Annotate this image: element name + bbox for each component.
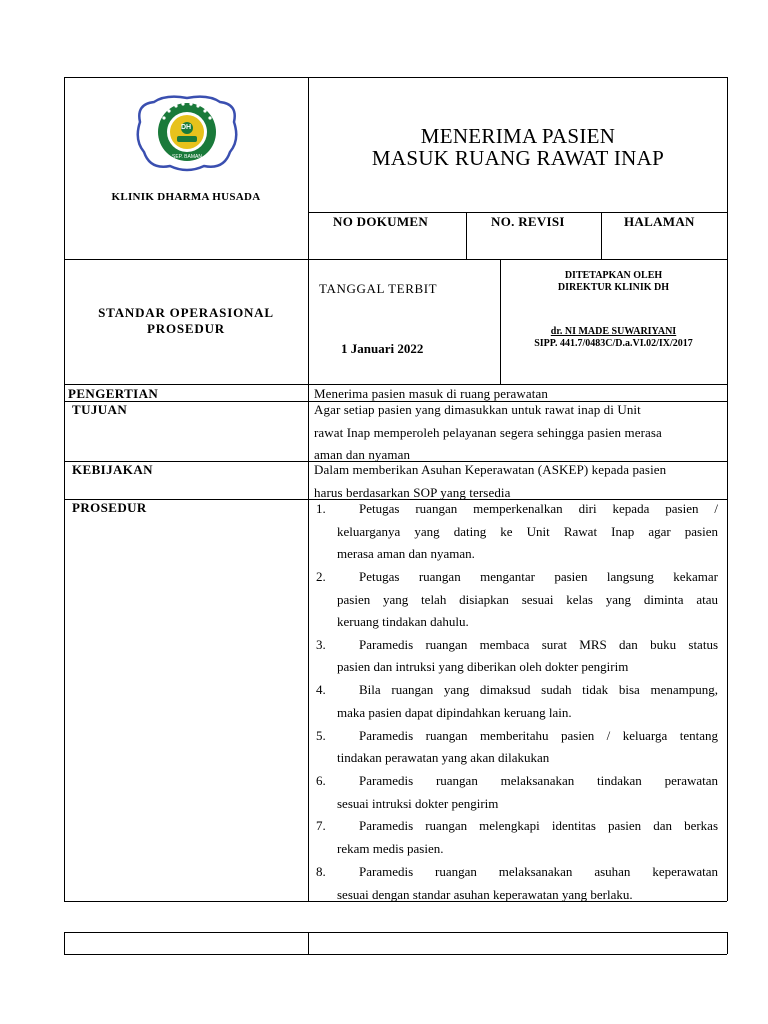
approval-line-2: DIREKTUR KLINIK DH	[557, 282, 670, 293]
table-border-header-end	[64, 259, 727, 260]
table-border-right	[727, 77, 728, 901]
step-text: Petugas ruangan mengantar pasien langsung kekamar	[359, 569, 718, 584]
step-number: 2.	[316, 569, 326, 584]
issue-date-label: TANGGAL TERBIT	[319, 281, 438, 296]
step-number: 3.	[316, 637, 326, 652]
step-text: sesuai dengan standar asuhan keperawatan yang berlaku.	[337, 887, 633, 902]
sop-label-line-1: STANDAR OPERASIONAL	[98, 305, 274, 320]
tujuan-line: aman dan nyaman	[314, 447, 411, 462]
step-text: Paramedis ruangan melaksanakan tindakan perawatan	[359, 773, 718, 788]
step-number: 1.	[316, 501, 326, 516]
page-label: HALAMAN	[624, 214, 695, 229]
step-number: 6.	[316, 773, 326, 788]
kebijakan-line: harus berdasarkan SOP yang tersedia	[314, 485, 511, 500]
step-text: pasien yang telah disiapkan sesuai kelas yang diminta atau	[337, 592, 718, 607]
step-text: keluarganya yang dating ke Unit Rawat Inap agar pasien	[337, 524, 718, 539]
table-divider-middle	[308, 77, 309, 901]
kebijakan-line: Dalam memberikan Asuhan Keperawatan (ASKEP) kepada pasien	[314, 462, 667, 477]
issue-date-value: 1 Januari 2022	[341, 341, 424, 356]
tujuan-line: Agar setiap pasien yang dimasukkan untuk rawat inap di Unit	[314, 402, 641, 417]
table-border-sop-end	[64, 384, 727, 385]
step-text: Paramedis ruangan melaksanakan asuhan keperawatan	[359, 864, 718, 879]
pengertian-label: PENGERTIAN	[68, 386, 159, 401]
step-text: maka pasien dapat dipindahkan keruang lain.	[337, 705, 572, 720]
table-divider-doc-2	[601, 212, 602, 259]
step-text: rekam medis pasien.	[337, 841, 444, 856]
step-text: sesuai intruksi dokter pengirim	[337, 796, 499, 811]
step-text: Paramedis ruangan membaca surat MRS dan buku status	[359, 637, 718, 652]
sop-title-line-2: MASUK RUANG RAWAT INAP	[371, 146, 665, 170]
pengertian-text: Menerima pasien masuk di ruang perawatan	[314, 386, 548, 401]
revision-label: NO. REVISI	[491, 214, 565, 229]
director-name: dr. NI MADE SUWARIYANI	[550, 326, 677, 337]
footer-table-bottom	[64, 954, 727, 955]
table-border-doc-row	[308, 212, 727, 213]
logo-center-text: DH	[181, 124, 192, 131]
step-number: 8.	[316, 864, 326, 879]
step-text: Paramedis ruangan memberitahu pasien / keluarga tentang	[359, 728, 718, 743]
step-text: merasa aman dan nyaman.	[337, 546, 475, 561]
doc-number-label: NO DOKUMEN	[333, 214, 429, 229]
step-number: 5.	[316, 728, 326, 743]
kebijakan-label: KEBIJAKAN	[72, 462, 153, 477]
director-sipp: SIPP. 441.7/0483C/D.a.VI.02/IX/2017	[534, 338, 693, 349]
step-text: keruang tindakan dahulu.	[337, 614, 469, 629]
footer-table-right	[727, 932, 728, 954]
footer-table-left	[64, 932, 65, 954]
footer-table-top	[64, 932, 727, 933]
clinic-name: KLINIK DHARMA HUSADA	[111, 191, 261, 203]
clinic-logo	[132, 92, 242, 174]
step-number: 7.	[316, 818, 326, 833]
step-text: tindakan perawatan yang akan dilakukan	[337, 750, 550, 765]
tujuan-line: rawat Inap memperoleh pelayanan segera sehingga pasien merasa	[314, 425, 662, 440]
logo-bottom-text: SEP. BAMAN	[172, 154, 202, 160]
prosedur-label: PROSEDUR	[72, 500, 147, 515]
approval-line-1: DITETAPKAN OLEH	[564, 270, 663, 281]
tujuan-label: TUJUAN	[72, 402, 128, 417]
step-text: Paramedis ruangan melengkapi identitas pasien dan berkas	[359, 818, 718, 833]
step-text: pasien dan intruksi yang diberikan oleh dokter pengirim	[337, 659, 629, 674]
step-number: 4.	[316, 682, 326, 697]
sop-label-line-2: PROSEDUR	[147, 321, 225, 336]
step-text: Petugas ruangan memperkenalkan diri kepada pasien /	[359, 501, 718, 516]
table-divider-doc-1	[466, 212, 467, 259]
step-text: Bila ruangan yang dimaksud sudah tidak bisa menampung,	[359, 682, 718, 697]
sop-title-line-1: MENERIMA PASIEN	[420, 124, 616, 148]
footer-table-divider	[308, 932, 309, 954]
table-border-top	[64, 77, 727, 78]
